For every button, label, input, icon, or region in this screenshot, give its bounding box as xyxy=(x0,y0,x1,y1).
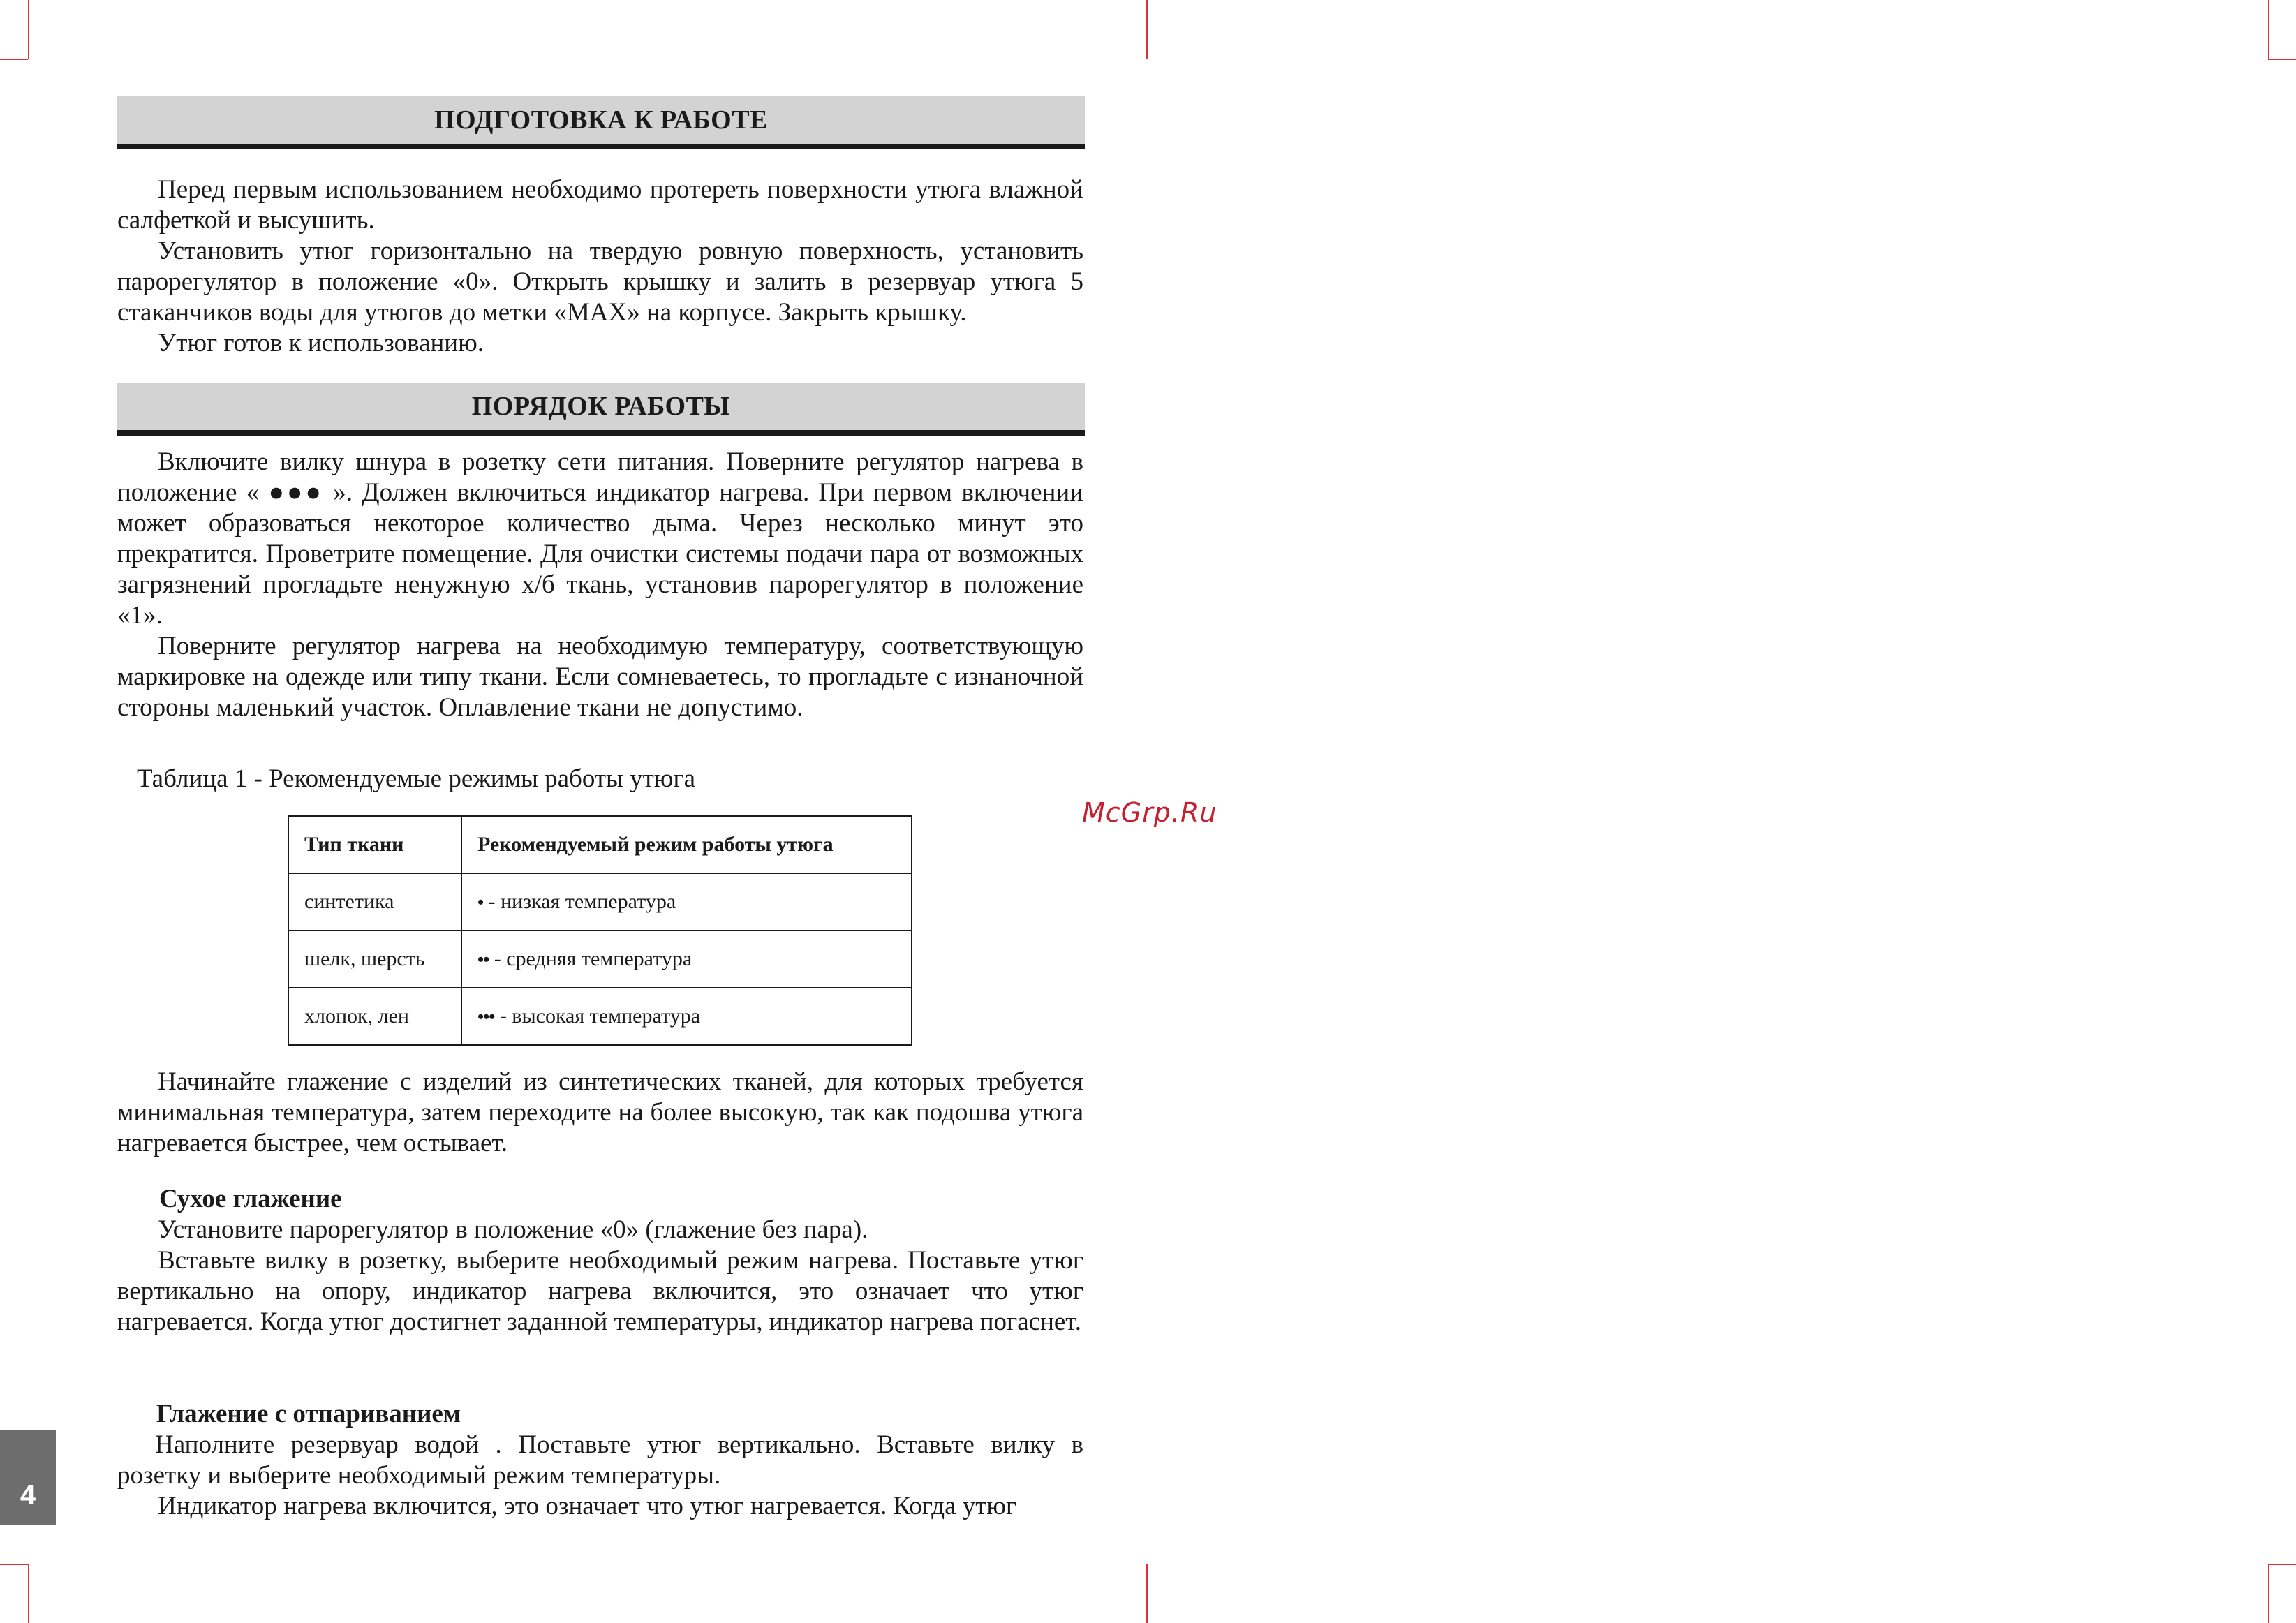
crop-mark xyxy=(2268,0,2269,59)
section-header-preparation xyxy=(117,96,1085,149)
paragraph: Начинайте глажение с изделий из синтетических тканей, для которых требуется минимальная температура, затем переходите на более высокую, так как подошва утюга нагревается быстрее, чем остывает. xyxy=(117,1067,1083,1157)
mode-text: - низкая температура xyxy=(483,890,676,913)
table-cell-fabric: синтетика xyxy=(288,873,461,931)
crop-mark xyxy=(28,0,29,59)
crop-mark xyxy=(28,1564,29,1623)
crop-mark xyxy=(2268,1564,2269,1623)
table-cell-mode xyxy=(461,873,912,931)
after-table-text xyxy=(117,1067,1083,1159)
mode-text: - высокая температура xyxy=(494,1005,701,1028)
crop-mark xyxy=(1146,1564,1148,1623)
crop-mark xyxy=(2268,1564,2296,1565)
paragraph: Утюг готов к использованию. xyxy=(158,329,484,357)
table-caption: Таблица 1 - Рекомендуемые режимы работы утюга xyxy=(137,764,696,793)
table-row xyxy=(288,873,912,931)
section-title: ПОДГОТОВКА К РАБОТЕ xyxy=(434,105,768,135)
paragraph: Вставьте вилку в розетку, выберите необходимый режим нагрева. Поставьте утюг вертикально на опору, индикатор нагрева включится, это означает что утюг нагревается. Когда утюг достигнет заданной температуры, индикатор нагрева погаснет. xyxy=(117,1246,1083,1336)
table-cell-mode xyxy=(461,931,912,988)
mode-text: - средняя температура xyxy=(489,947,692,970)
section-header-operation xyxy=(117,383,1085,436)
table-header-cell: Рекомендуемый режим работы утюга xyxy=(461,816,912,873)
steam-ironing-text xyxy=(117,1430,1083,1522)
paragraph: Включите вилку шнура в розетку сети питания. Поверните регулятор нагрева в положение « ●●● ». Должен включиться индикатор нагрева. При первом включении может образоваться некоторое количество дыма. Через несколько минут это прекратится. Проветрите помещение. Для очистки системы подачи пара от возможных загрязнений прогладьте ненужную х/б ткань, установив парорегулятор в положение «1». xyxy=(117,447,1083,630)
crop-mark xyxy=(0,1564,28,1565)
paragraph: Перед первым использованием необходимо протереть поверхности утюга влажной салфеткой и высушить. xyxy=(117,175,1083,235)
watermark: McGrp.Ru xyxy=(1082,797,1217,828)
crop-mark xyxy=(1146,0,1148,59)
table-row xyxy=(288,988,912,1045)
table-row xyxy=(288,931,912,988)
temperature-dots-icon: •• xyxy=(477,949,489,970)
temperature-dots-icon: ••• xyxy=(477,1007,495,1027)
dry-ironing-text xyxy=(117,1215,1083,1337)
paragraph: Индикатор нагрева включится, это означает что утюг нагревается. Когда утюг xyxy=(158,1492,1017,1520)
crop-mark xyxy=(2268,59,2296,60)
crop-mark xyxy=(0,59,28,60)
paragraph: Поверните регулятор нагрева на необходимую температуру, соответствующую маркировке на одежде или типу ткани. Если сомневаетесь, то прогладьте с изнаночной стороны маленький участок. Оплавление ткани не допустимо. xyxy=(117,632,1083,722)
table-cell-mode xyxy=(461,988,912,1045)
preparation-text xyxy=(117,175,1083,359)
modes-table xyxy=(288,815,912,1046)
paragraph: Наполните резервуар водой . Поставьте утюг вертикально. Вставьте вилку в розетку и выберите необходимый режим температуры. xyxy=(117,1430,1083,1490)
table-cell-fabric: шелк, шерсть xyxy=(288,931,461,988)
dry-ironing-heading: Сухое глажение xyxy=(159,1185,342,1213)
paragraph: Установить утюг горизонтально на твердую ровную поверхность, установить парорегулятор в положение «0». Открыть крышку и залить в резервуар утюга 5 стаканчиков воды для утюгов до метки «MAX» на корпусе. Закрыть крышку. xyxy=(117,237,1083,327)
paragraph: Установите парорегулятор в положение «0» (глажение без пара). xyxy=(158,1215,868,1244)
section-title: ПОРЯДОК РАБОТЫ xyxy=(471,392,731,421)
operation-text xyxy=(117,447,1083,723)
steam-ironing-heading: Глажение с отпариванием xyxy=(156,1400,461,1428)
page-number: 4 xyxy=(20,1480,36,1511)
page-number-box xyxy=(0,1430,56,1525)
table-header-row xyxy=(288,816,912,873)
table-header-cell: Тип ткани xyxy=(288,816,461,873)
temperature-dots-icon: • xyxy=(477,892,484,912)
table-cell-fabric: хлопок, лен xyxy=(288,988,461,1045)
